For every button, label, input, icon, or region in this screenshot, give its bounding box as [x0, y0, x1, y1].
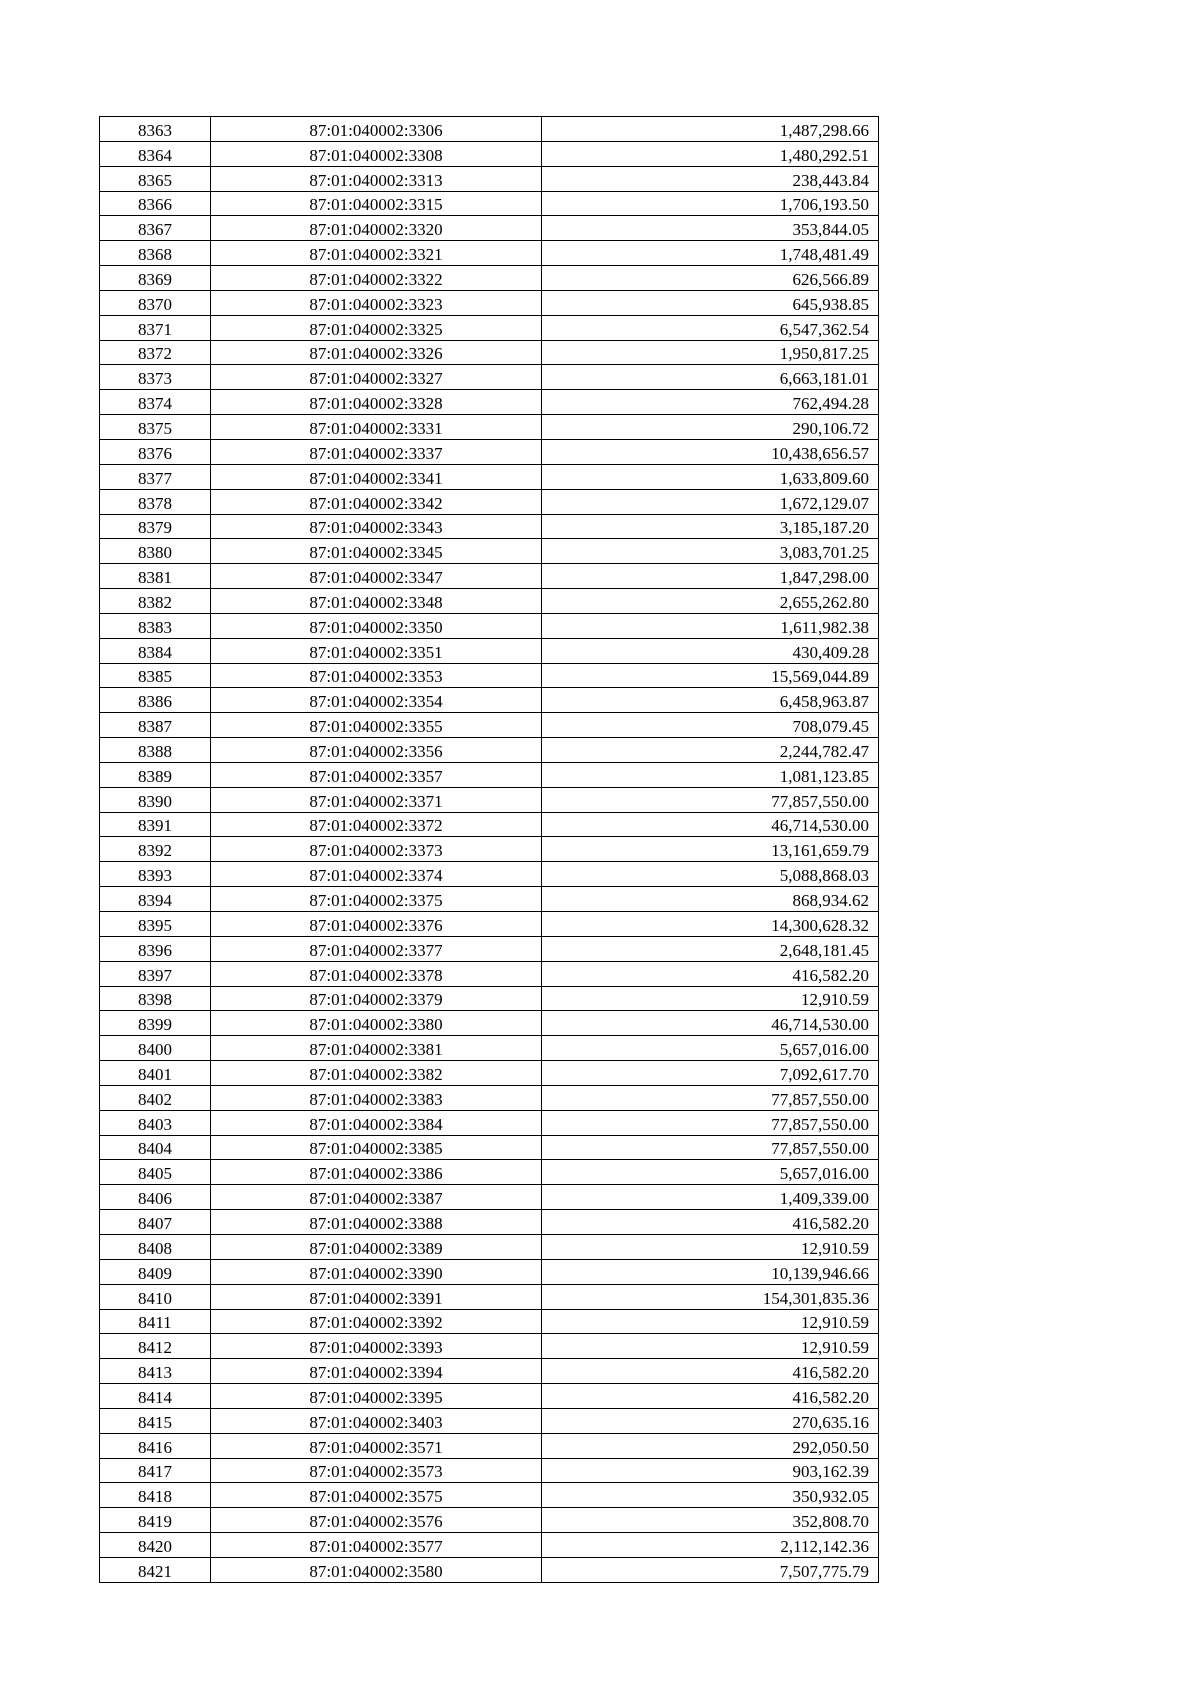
- cadastral-number-cell: 87:01:040002:3403: [211, 1408, 542, 1433]
- row-number-cell: 8363: [100, 117, 211, 142]
- row-number-cell: 8381: [100, 564, 211, 589]
- row-number-cell: 8377: [100, 464, 211, 489]
- row-number-cell: 8370: [100, 290, 211, 315]
- row-number-cell: 8378: [100, 489, 211, 514]
- cadastral-number-cell: 87:01:040002:3381: [211, 1036, 542, 1061]
- cadastral-number-cell: 87:01:040002:3577: [211, 1533, 542, 1558]
- cadastral-number-cell: 87:01:040002:3322: [211, 266, 542, 291]
- row-number-cell: 8390: [100, 787, 211, 812]
- table-row: [100, 1210, 879, 1235]
- cadastral-number-cell: 87:01:040002:3377: [211, 936, 542, 961]
- value-cell: 416,582.20: [542, 1210, 879, 1235]
- row-number-cell: 8393: [100, 862, 211, 887]
- cadastral-number-cell: 87:01:040002:3356: [211, 738, 542, 763]
- cadastral-number-cell: 87:01:040002:3306: [211, 117, 542, 142]
- value-cell: 10,438,656.57: [542, 439, 879, 464]
- cadastral-number-cell: 87:01:040002:3393: [211, 1334, 542, 1359]
- row-number-cell: 8400: [100, 1036, 211, 1061]
- row-number-cell: 8385: [100, 663, 211, 688]
- value-cell: 12,910.59: [542, 986, 879, 1011]
- row-number-cell: 8407: [100, 1210, 211, 1235]
- cadastral-number-cell: 87:01:040002:3331: [211, 415, 542, 440]
- value-cell: 77,857,550.00: [542, 1135, 879, 1160]
- row-number-cell: 8416: [100, 1433, 211, 1458]
- cadastral-number-cell: 87:01:040002:3390: [211, 1259, 542, 1284]
- row-number-cell: 8405: [100, 1160, 211, 1185]
- cadastral-number-cell: 87:01:040002:3342: [211, 489, 542, 514]
- cadastral-number-cell: 87:01:040002:3374: [211, 862, 542, 887]
- value-cell: 416,582.20: [542, 1359, 879, 1384]
- table-row: [100, 862, 879, 887]
- value-cell: 292,050.50: [542, 1433, 879, 1458]
- table-row: [100, 1036, 879, 1061]
- row-number-cell: 8421: [100, 1557, 211, 1582]
- value-cell: 10,139,946.66: [542, 1259, 879, 1284]
- cadastral-number-cell: 87:01:040002:3383: [211, 1085, 542, 1110]
- value-cell: 5,088,868.03: [542, 862, 879, 887]
- table-row: [100, 489, 879, 514]
- value-cell: 1,487,298.66: [542, 117, 879, 142]
- value-cell: 708,079.45: [542, 713, 879, 738]
- cadastral-number-cell: 87:01:040002:3357: [211, 762, 542, 787]
- cadastral-number-cell: 87:01:040002:3373: [211, 837, 542, 862]
- table-row: [100, 1483, 879, 1508]
- value-cell: 270,635.16: [542, 1408, 879, 1433]
- cadastral-number-cell: 87:01:040002:3347: [211, 564, 542, 589]
- cadastral-number-cell: 87:01:040002:3321: [211, 241, 542, 266]
- value-cell: 645,938.85: [542, 290, 879, 315]
- table-row: [100, 390, 879, 415]
- cadastral-number-cell: 87:01:040002:3328: [211, 390, 542, 415]
- row-number-cell: 8398: [100, 986, 211, 1011]
- table-row: [100, 1334, 879, 1359]
- value-cell: 2,112,142.36: [542, 1533, 879, 1558]
- table-row: [100, 812, 879, 837]
- value-cell: 1,081,123.85: [542, 762, 879, 787]
- cadastral-number-cell: 87:01:040002:3580: [211, 1557, 542, 1582]
- value-cell: 238,443.84: [542, 166, 879, 191]
- row-number-cell: 8371: [100, 315, 211, 340]
- cadastral-number-cell: 87:01:040002:3341: [211, 464, 542, 489]
- table-row: [100, 1085, 879, 1110]
- table-row: [100, 1061, 879, 1086]
- value-cell: 1,409,339.00: [542, 1185, 879, 1210]
- row-number-cell: 8364: [100, 141, 211, 166]
- row-number-cell: 8403: [100, 1110, 211, 1135]
- cadastral-number-cell: 87:01:040002:3343: [211, 514, 542, 539]
- value-cell: 14,300,628.32: [542, 912, 879, 937]
- table-row: [100, 1234, 879, 1259]
- value-cell: 2,244,782.47: [542, 738, 879, 763]
- row-number-cell: 8394: [100, 887, 211, 912]
- table-row: [100, 464, 879, 489]
- row-number-cell: 8387: [100, 713, 211, 738]
- cadastral-number-cell: 87:01:040002:3372: [211, 812, 542, 837]
- table-row: [100, 340, 879, 365]
- row-number-cell: 8414: [100, 1384, 211, 1409]
- value-cell: 6,458,963.87: [542, 688, 879, 713]
- value-cell: 15,569,044.89: [542, 663, 879, 688]
- row-number-cell: 8411: [100, 1309, 211, 1334]
- row-number-cell: 8419: [100, 1508, 211, 1533]
- value-cell: 430,409.28: [542, 638, 879, 663]
- row-number-cell: 8397: [100, 961, 211, 986]
- value-cell: 77,857,550.00: [542, 1110, 879, 1135]
- cadastral-number-cell: 87:01:040002:3355: [211, 713, 542, 738]
- row-number-cell: 8366: [100, 191, 211, 216]
- row-number-cell: 8368: [100, 241, 211, 266]
- row-number-cell: 8409: [100, 1259, 211, 1284]
- cadastral-number-cell: 87:01:040002:3385: [211, 1135, 542, 1160]
- table-row: [100, 141, 879, 166]
- table-row: [100, 1284, 879, 1309]
- data-table: [99, 116, 879, 1583]
- table-row: [100, 290, 879, 315]
- cadastral-number-cell: 87:01:040002:3573: [211, 1458, 542, 1483]
- row-number-cell: 8399: [100, 1011, 211, 1036]
- table-row: [100, 415, 879, 440]
- cadastral-number-cell: 87:01:040002:3376: [211, 912, 542, 937]
- row-number-cell: 8401: [100, 1061, 211, 1086]
- value-cell: 1,480,292.51: [542, 141, 879, 166]
- cadastral-number-cell: 87:01:040002:3571: [211, 1433, 542, 1458]
- value-cell: 1,847,298.00: [542, 564, 879, 589]
- table-row: [100, 1384, 879, 1409]
- table-row: [100, 216, 879, 241]
- table-row: [100, 1508, 879, 1533]
- cadastral-number-cell: 87:01:040002:3387: [211, 1185, 542, 1210]
- table-row: [100, 1110, 879, 1135]
- row-number-cell: 8379: [100, 514, 211, 539]
- row-number-cell: 8375: [100, 415, 211, 440]
- table-row: [100, 986, 879, 1011]
- value-cell: 5,657,016.00: [542, 1036, 879, 1061]
- table-row: [100, 1259, 879, 1284]
- table-row: [100, 1359, 879, 1384]
- value-cell: 3,185,187.20: [542, 514, 879, 539]
- cadastral-number-cell: 87:01:040002:3379: [211, 986, 542, 1011]
- row-number-cell: 8389: [100, 762, 211, 787]
- row-number-cell: 8408: [100, 1234, 211, 1259]
- value-cell: 12,910.59: [542, 1234, 879, 1259]
- table-row: [100, 439, 879, 464]
- cadastral-number-cell: 87:01:040002:3348: [211, 589, 542, 614]
- cadastral-number-cell: 87:01:040002:3394: [211, 1359, 542, 1384]
- row-number-cell: 8374: [100, 390, 211, 415]
- value-cell: 5,657,016.00: [542, 1160, 879, 1185]
- cadastral-number-cell: 87:01:040002:3371: [211, 787, 542, 812]
- table-row: [100, 713, 879, 738]
- row-number-cell: 8410: [100, 1284, 211, 1309]
- table-row: [100, 1185, 879, 1210]
- value-cell: 1,748,481.49: [542, 241, 879, 266]
- row-number-cell: 8365: [100, 166, 211, 191]
- cadastral-number-cell: 87:01:040002:3389: [211, 1234, 542, 1259]
- value-cell: 1,950,817.25: [542, 340, 879, 365]
- row-number-cell: 8367: [100, 216, 211, 241]
- table-row: [100, 688, 879, 713]
- value-cell: 1,672,129.07: [542, 489, 879, 514]
- table-row: [100, 613, 879, 638]
- table-row: [100, 638, 879, 663]
- table-row: [100, 166, 879, 191]
- row-number-cell: 8372: [100, 340, 211, 365]
- table-row: [100, 1160, 879, 1185]
- table-row: [100, 117, 879, 142]
- row-number-cell: 8392: [100, 837, 211, 862]
- value-cell: 762,494.28: [542, 390, 879, 415]
- row-number-cell: 8412: [100, 1334, 211, 1359]
- value-cell: 1,611,982.38: [542, 613, 879, 638]
- table-row: [100, 1408, 879, 1433]
- value-cell: 903,162.39: [542, 1458, 879, 1483]
- cadastral-number-cell: 87:01:040002:3395: [211, 1384, 542, 1409]
- table-row: [100, 539, 879, 564]
- value-cell: 12,910.59: [542, 1334, 879, 1359]
- value-cell: 416,582.20: [542, 961, 879, 986]
- row-number-cell: 8382: [100, 589, 211, 614]
- row-number-cell: 8413: [100, 1359, 211, 1384]
- cadastral-number-cell: 87:01:040002:3354: [211, 688, 542, 713]
- value-cell: 1,633,809.60: [542, 464, 879, 489]
- table-row: [100, 1309, 879, 1334]
- cadastral-number-cell: 87:01:040002:3382: [211, 1061, 542, 1086]
- cadastral-number-cell: 87:01:040002:3391: [211, 1284, 542, 1309]
- cadastral-number-cell: 87:01:040002:3380: [211, 1011, 542, 1036]
- row-number-cell: 8418: [100, 1483, 211, 1508]
- cadastral-number-cell: 87:01:040002:3392: [211, 1309, 542, 1334]
- value-cell: 77,857,550.00: [542, 787, 879, 812]
- cadastral-number-cell: 87:01:040002:3353: [211, 663, 542, 688]
- row-number-cell: 8391: [100, 812, 211, 837]
- row-number-cell: 8380: [100, 539, 211, 564]
- table-row: [100, 1135, 879, 1160]
- value-cell: 12,910.59: [542, 1309, 879, 1334]
- cadastral-number-cell: 87:01:040002:3378: [211, 961, 542, 986]
- value-cell: 6,663,181.01: [542, 365, 879, 390]
- table-row: [100, 1433, 879, 1458]
- row-number-cell: 8388: [100, 738, 211, 763]
- row-number-cell: 8395: [100, 912, 211, 937]
- cadastral-number-cell: 87:01:040002:3388: [211, 1210, 542, 1235]
- value-cell: 46,714,530.00: [542, 812, 879, 837]
- row-number-cell: 8406: [100, 1185, 211, 1210]
- cadastral-number-cell: 87:01:040002:3325: [211, 315, 542, 340]
- row-number-cell: 8404: [100, 1135, 211, 1160]
- table-row: [100, 738, 879, 763]
- table-row: [100, 1011, 879, 1036]
- table-row: [100, 514, 879, 539]
- table-row: [100, 663, 879, 688]
- table-row: [100, 1458, 879, 1483]
- table-row: [100, 589, 879, 614]
- value-cell: 2,648,181.45: [542, 936, 879, 961]
- cadastral-number-cell: 87:01:040002:3323: [211, 290, 542, 315]
- value-cell: 1,706,193.50: [542, 191, 879, 216]
- row-number-cell: 8402: [100, 1085, 211, 1110]
- cadastral-number-cell: 87:01:040002:3351: [211, 638, 542, 663]
- value-cell: 7,507,775.79: [542, 1557, 879, 1582]
- value-cell: 13,161,659.79: [542, 837, 879, 862]
- value-cell: 154,301,835.36: [542, 1284, 879, 1309]
- table-row: [100, 912, 879, 937]
- cadastral-number-cell: 87:01:040002:3345: [211, 539, 542, 564]
- table-row: [100, 1557, 879, 1582]
- row-number-cell: 8417: [100, 1458, 211, 1483]
- table-row: [100, 315, 879, 340]
- data-table-body: [100, 117, 879, 1583]
- table-row: [100, 936, 879, 961]
- table-row: [100, 787, 879, 812]
- value-cell: 416,582.20: [542, 1384, 879, 1409]
- row-number-cell: 8383: [100, 613, 211, 638]
- value-cell: 77,857,550.00: [542, 1085, 879, 1110]
- table-row: [100, 837, 879, 862]
- value-cell: 626,566.89: [542, 266, 879, 291]
- cadastral-number-cell: 87:01:040002:3313: [211, 166, 542, 191]
- row-number-cell: 8384: [100, 638, 211, 663]
- value-cell: 7,092,617.70: [542, 1061, 879, 1086]
- row-number-cell: 8420: [100, 1533, 211, 1558]
- value-cell: 868,934.62: [542, 887, 879, 912]
- row-number-cell: 8415: [100, 1408, 211, 1433]
- table-row: [100, 191, 879, 216]
- table-row: [100, 266, 879, 291]
- cadastral-number-cell: 87:01:040002:3384: [211, 1110, 542, 1135]
- value-cell: 6,547,362.54: [542, 315, 879, 340]
- cadastral-number-cell: 87:01:040002:3386: [211, 1160, 542, 1185]
- table-row: [100, 1533, 879, 1558]
- table-row: [100, 887, 879, 912]
- table-row: [100, 564, 879, 589]
- cadastral-number-cell: 87:01:040002:3308: [211, 141, 542, 166]
- value-cell: 3,083,701.25: [542, 539, 879, 564]
- value-cell: 2,655,262.80: [542, 589, 879, 614]
- cadastral-number-cell: 87:01:040002:3337: [211, 439, 542, 464]
- cadastral-number-cell: 87:01:040002:3327: [211, 365, 542, 390]
- value-cell: 353,844.05: [542, 216, 879, 241]
- table-row: [100, 241, 879, 266]
- row-number-cell: 8386: [100, 688, 211, 713]
- value-cell: 352,808.70: [542, 1508, 879, 1533]
- row-number-cell: 8376: [100, 439, 211, 464]
- cadastral-number-cell: 87:01:040002:3575: [211, 1483, 542, 1508]
- table-row: [100, 365, 879, 390]
- cadastral-number-cell: 87:01:040002:3350: [211, 613, 542, 638]
- cadastral-number-cell: 87:01:040002:3576: [211, 1508, 542, 1533]
- cadastral-number-cell: 87:01:040002:3320: [211, 216, 542, 241]
- cadastral-number-cell: 87:01:040002:3315: [211, 191, 542, 216]
- cadastral-number-cell: 87:01:040002:3326: [211, 340, 542, 365]
- value-cell: 290,106.72: [542, 415, 879, 440]
- table-row: [100, 762, 879, 787]
- row-number-cell: 8396: [100, 936, 211, 961]
- value-cell: 350,932.05: [542, 1483, 879, 1508]
- table-row: [100, 961, 879, 986]
- cadastral-number-cell: 87:01:040002:3375: [211, 887, 542, 912]
- row-number-cell: 8369: [100, 266, 211, 291]
- value-cell: 46,714,530.00: [542, 1011, 879, 1036]
- row-number-cell: 8373: [100, 365, 211, 390]
